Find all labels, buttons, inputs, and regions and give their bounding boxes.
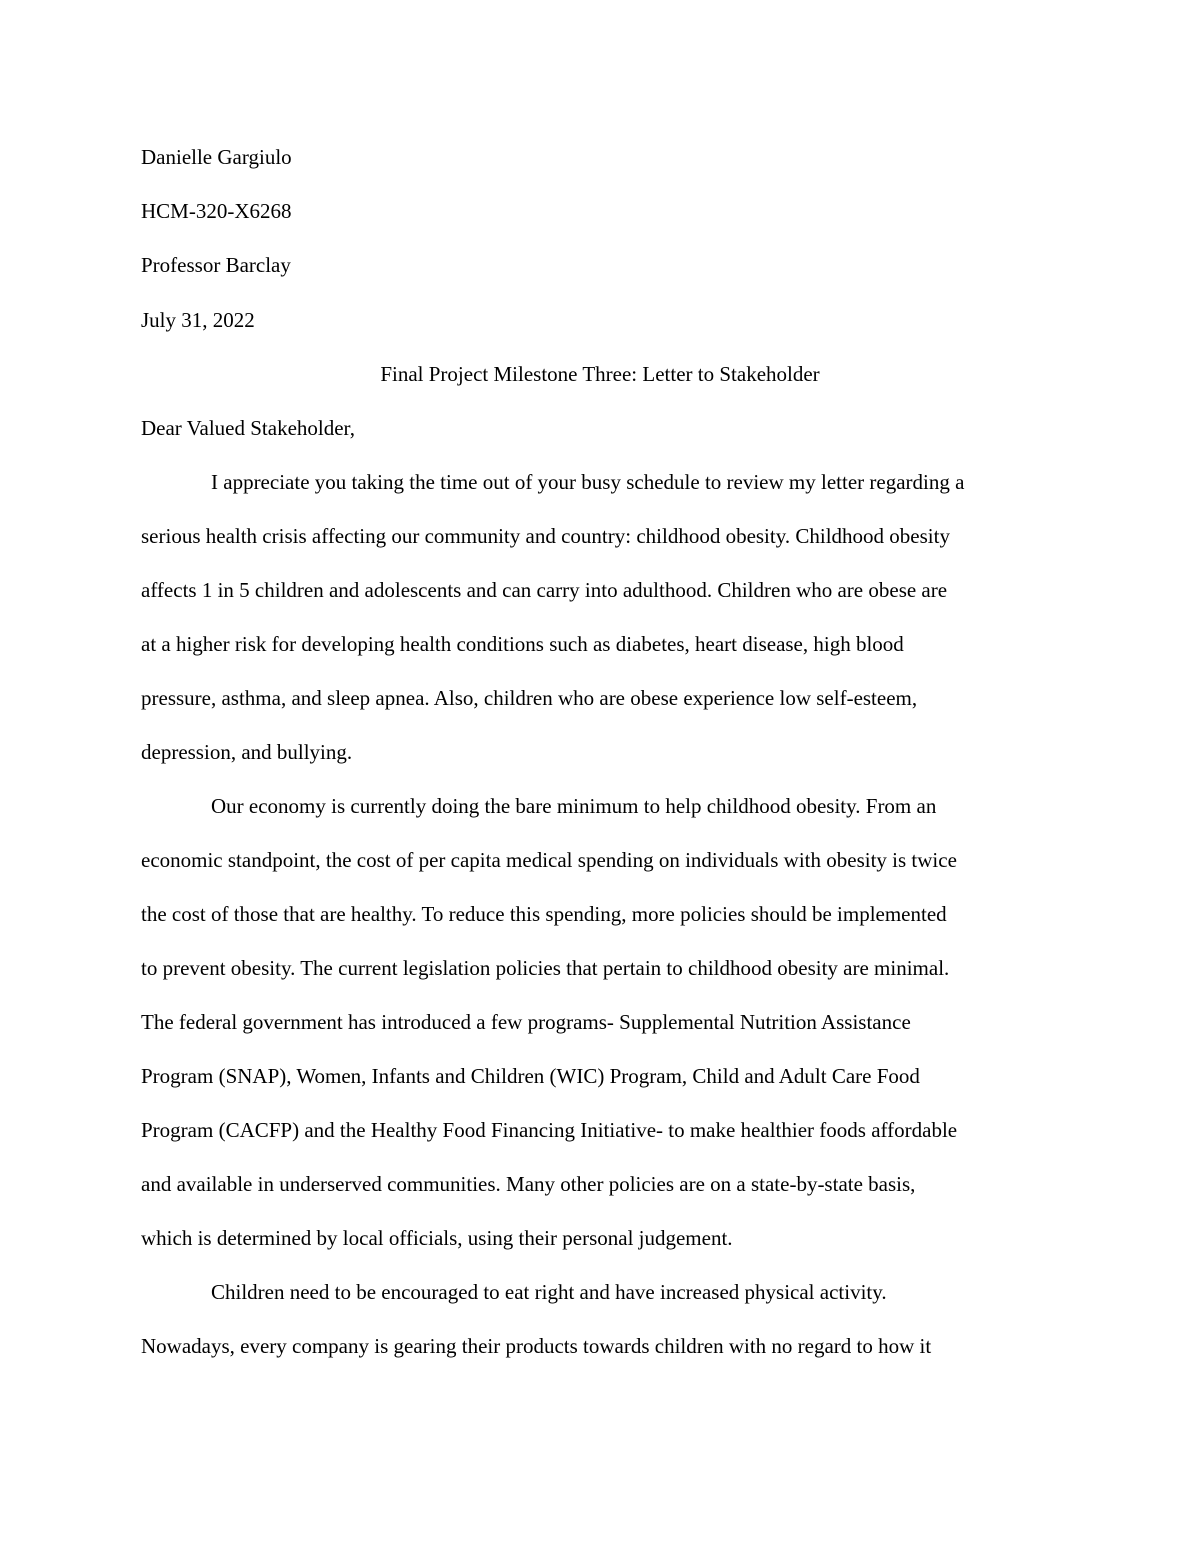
paragraph-2-line-5: The federal government has introduced a few programs- Supplemental Nutrition Assistance — [141, 1010, 911, 1034]
paragraph-2-line-3: the cost of those that are healthy. To reduce this spending, more policies should be implemented — [141, 902, 947, 926]
paragraph-2-line-9: which is determined by local officials, using their personal judgement. — [141, 1226, 733, 1250]
paragraph-3-line-1: Children need to be encouraged to eat right and have increased physical activity. — [211, 1280, 887, 1304]
paragraph-2-line-2: economic standpoint, the cost of per capita medical spending on individuals with obesity is twice — [141, 848, 957, 872]
paragraph-2-line-8: and available in underserved communities. Many other policies are on a state-by-state basis, — [141, 1172, 916, 1196]
paragraph-1-line-1: I appreciate you taking the time out of your busy schedule to review my letter regarding a — [211, 470, 965, 494]
course-code: HCM-320-X6268 — [141, 199, 292, 223]
paragraph-1-line-6: depression, and bullying. — [141, 740, 353, 764]
paragraph-1-line-5: pressure, asthma, and sleep apnea. Also, children who are obese experience low self-esteem, — [141, 686, 918, 710]
author-name: Danielle Gargiulo — [141, 145, 292, 169]
paragraph-3-line-2: Nowadays, every company is gearing their products towards children with no regard to how it — [141, 1334, 932, 1358]
paragraph-2-line-1: Our economy is currently doing the bare minimum to help childhood obesity. From an — [211, 794, 937, 818]
letter-date: July 31, 2022 — [141, 308, 255, 332]
paragraph-1-line-4: at a higher risk for developing health conditions such as diabetes, heart disease, high blood — [141, 632, 904, 656]
paragraph-2-line-4: to prevent obesity. The current legislation policies that pertain to childhood obesity are minimal. — [141, 956, 950, 980]
salutation: Dear Valued Stakeholder, — [141, 416, 355, 440]
paragraph-2-line-6: Program (SNAP), Women, Infants and Children (WIC) Program, Child and Adult Care Food — [141, 1064, 920, 1088]
paragraph-1-line-3: affects 1 in 5 children and adolescents and can carry into adulthood. Children who are obese are — [141, 578, 948, 602]
paragraph-2-line-7: Program (CACFP) and the Healthy Food Financing Initiative- to make healthier foods affordable — [141, 1118, 958, 1142]
instructor-name: Professor Barclay — [141, 253, 291, 277]
paragraph-1-line-2: serious health crisis affecting our community and country: childhood obesity. Childhood obesity — [141, 524, 950, 548]
document-title: Final Project Milestone Three: Letter to Stakeholder — [380, 362, 820, 386]
